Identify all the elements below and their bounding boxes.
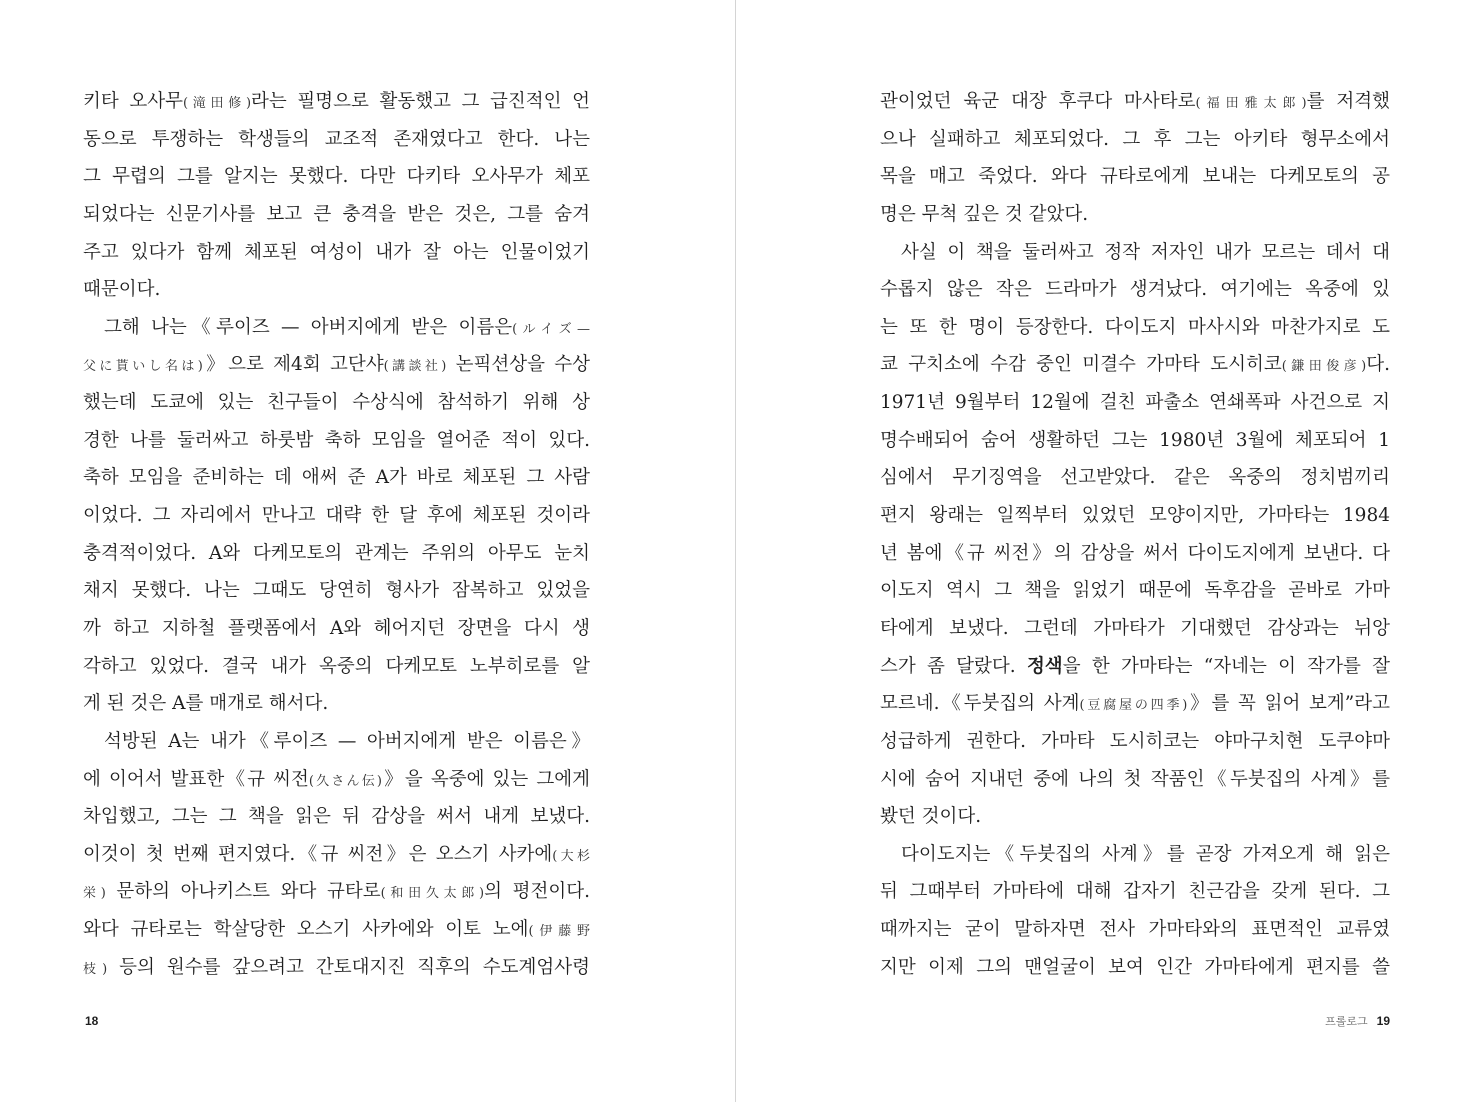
text-segment: 했는데 도쿄에 있는 친구들이 수상식에 참석하기 위해 상 [83,392,590,414]
annotation-text: 父に貰いし名は) [83,359,203,375]
annotation-text: (福田雅太郎) [1195,96,1307,111]
text-line [880,384,1390,422]
text-line [83,346,590,384]
text-segment: 차입했고, 그는 그 책을 읽은 뒤 감상을 써서 내게 보냈다. [83,806,590,828]
text-segment: 모르네.《두붓집의 사계 [880,693,1080,715]
text-segment: 를 저격했 [1306,91,1390,112]
text-segment: 뒤 그때부터 가마타에 대해 갑자기 친근감을 갖게 된다. 그 [880,881,1390,903]
annotation-text: (久さん伝) [308,773,383,789]
text-line [83,158,590,196]
page-number: 18 [85,1014,99,1028]
annotation-text: (和田久太郎) [380,886,485,902]
text-segment: 충격적이었다. A와 다케모토의 관계는 주위의 아무도 눈치 [83,542,590,564]
text-segment: 으나 실패하고 체포되었다. 그 후 그는 아키타 형무소에서 [880,128,1390,150]
text-segment: 까 하고 지하철 플랫폼에서 A와 헤어지던 장면을 다시 생 [83,617,590,639]
text-line [83,610,590,648]
text-line [880,610,1390,648]
text-segment: 타에게 보냈다. 그런데 가마타가 기대했던 감상과는 뉘앙 [880,617,1390,639]
text-segment: 성급하게 권한다. 가마타 도시히코는 야마구치현 도쿠야마 [880,730,1390,752]
text-segment: 》을 옥중에 있는 그에게 [382,768,590,790]
text-segment: 키타 오사무 [83,91,183,112]
paragraph [880,83,1390,234]
text-segment: 수롭지 않은 작은 드라마가 생겨났다. 여기에는 옥중에 있 [880,279,1390,301]
text-line [83,196,590,234]
text-line [83,422,590,460]
paragraph [880,234,1390,836]
text-line [83,648,590,686]
text-line [880,648,1390,686]
text-line [880,346,1390,384]
text-segment: 사실 이 책을 둘러싸고 정작 저자인 내가 모르는 데서 대 [901,241,1390,263]
text-line [83,497,590,535]
text-segment: 》으로 제4회 고단샤 [202,354,384,376]
text-segment: 》를 꼭 읽어 보게”라고 [1187,693,1390,715]
annotation-text: (ルイズ— [512,321,590,337]
text-segment: 심에서 무기징역을 선고받았다. 같은 옥중의 정치범끼리 [880,467,1390,489]
text-segment: 주고 있다가 함께 체포된 여성이 내가 잘 아는 인물이었기 [83,241,590,263]
text-segment: 의 평전이다. [484,881,590,903]
text-segment: 등의 원수를 갚으려고 간토대지진 직후의 수도계엄사령 [107,956,590,978]
annotation-text: (講談社) [383,359,447,375]
text-line [880,158,1390,196]
text-line [83,459,590,497]
text-line [83,121,590,159]
text-segment: 이도지 역시 그 책을 읽었기 때문에 독후감을 곧바로 가마 [880,580,1390,602]
text-line [880,422,1390,460]
text-line [83,384,590,422]
text-line [83,949,590,987]
text-line [83,723,590,761]
text-segment: 스가 좀 달랐다. [880,655,1027,677]
text-line [880,836,1390,874]
text-line [880,535,1390,573]
text-line [880,949,1390,987]
text-segment: 명은 무척 깊은 것 같았다. [880,203,1089,225]
text-segment: 경한 나를 둘러싸고 하룻밤 축하 모임을 열어준 적이 있다. [83,429,590,451]
left-page-footer [85,1012,98,1030]
text-segment: 쿄 구치소에 수감 중인 미결수 가마타 도시히코 [880,354,1282,376]
page-number: 19 [1376,1014,1390,1028]
text-line [880,873,1390,911]
text-line [83,572,590,610]
text-segment: 지만 이제 그의 맨얼굴이 보여 인간 가마타에게 편지를 쓸 [880,956,1390,978]
annotation-text: (鎌田俊彦) [1281,359,1367,375]
annotation-text: (滝田修) [182,96,252,111]
text-segment: 을 한 가마타는 “자네는 이 작가를 잘 [1062,655,1390,677]
text-line [83,911,590,949]
right-page-footer [1325,1012,1390,1031]
annotation-text: (大杉 [552,848,590,864]
text-line [880,459,1390,497]
text-line [880,309,1390,347]
text-segment: 때문이다. [83,279,161,301]
text-segment: 동으로 투쟁하는 학생들의 교조적 존재였다고 한다. 나는 [83,128,590,150]
text-line [880,497,1390,535]
text-segment: 다이도지는《두붓집의 사계》를 곧장 가져오게 해 읽은 [901,843,1390,865]
annotation-text: (豆腐屋の四季) [1079,698,1188,714]
text-line [880,685,1390,723]
annotation-text: 枝) [83,961,108,977]
emphasis-text: 정색 [1026,655,1063,677]
text-line [83,83,590,121]
text-segment: 게 된 것은 A를 매개로 해서다. [83,693,329,715]
text-segment: 1971년 9월부터 12월에 걸친 파출소 연쇄폭파 사건으로 지 [880,392,1390,414]
text-segment: 석방된 A는 내가《루이즈 — 아버지에게 받은 이름은》 [104,730,590,752]
text-line [880,196,1390,234]
text-line [880,723,1390,761]
left-page-text [83,83,590,986]
text-line [880,911,1390,949]
annotation-text: (伊藤野 [528,924,590,940]
right-page-text [880,83,1390,986]
text-line [83,535,590,573]
text-segment: 시에 숨어 지내던 중에 나의 첫 작품인《두붓집의 사계》를 [880,768,1390,790]
paragraph [83,309,590,723]
text-segment: 때까지는 굳이 말하자면 전사 가마타와의 표면적인 교류였 [880,919,1390,941]
text-line [880,83,1390,121]
text-segment: 문하의 아나키스트 와다 규타로 [105,881,381,903]
text-segment: 명수배되어 숨어 생활하던 그는 1980년 3월에 체포되어 1 [880,429,1390,451]
annotation-text: 栄) [83,886,106,902]
text-segment: 그해 나는《루이즈 — 아버지에게 받은 이름은 [104,316,513,338]
page-gutter-divider [735,0,736,1102]
text-line [83,873,590,911]
text-line [83,798,590,836]
text-segment: 그 무렵의 그를 알지는 못했다. 다만 다키타 오사무가 체포 [83,166,590,188]
text-segment: 라는 필명으로 활동했고 그 급진적인 언 [251,91,590,112]
running-head: 프롤로그 [1325,1016,1368,1028]
text-segment: 축하 모임을 준비하는 데 애써 준 A가 바로 체포된 그 사람 [83,467,590,489]
text-segment: 편지 왕래는 일찍부터 있었던 모양이지만, 가마타는 1984 [880,505,1390,527]
text-segment: 와다 규타로는 학살당한 오스기 사카에와 이토 노에 [83,919,529,941]
text-segment: 채지 못했다. 나는 그때도 당연히 형사가 잠복하고 있었을 [83,580,590,602]
text-segment: 이것이 첫 번째 편지였다.《규 씨전》은 오스기 사카에 [83,843,553,865]
paragraph [83,723,590,986]
text-segment: 는 또 한 명이 등장한다. 다이도지 마사시와 마찬가지로 도 [880,316,1390,338]
text-line [880,234,1390,272]
text-segment: 논픽션상을 수상 [446,354,590,376]
text-line [880,121,1390,159]
text-line [83,271,590,309]
text-line [880,761,1390,799]
paragraph [880,836,1390,987]
text-segment: 관이었던 육군 대장 후쿠다 마사타로 [880,91,1196,112]
text-segment: 년 봄에《규 씨전》의 감상을 써서 다이도지에게 보낸다. 다 [880,542,1390,564]
text-line [83,309,590,347]
text-segment: 되었다는 신문기사를 보고 큰 충격을 받은 것은, 그를 숨겨 [83,203,590,225]
text-line [83,685,590,723]
text-line [83,836,590,874]
text-line [83,761,590,799]
text-segment: 다. [1366,354,1390,376]
text-line [880,271,1390,309]
text-segment: 이었다. 그 자리에서 만나고 대략 한 달 후에 체포된 것이라 [83,505,590,527]
text-line [83,234,590,272]
text-segment: 목을 매고 죽었다. 와다 규타로에게 보내는 다케모토의 공 [880,166,1390,188]
text-line [880,798,1390,836]
text-segment: 에 이어서 발표한《규 씨전 [83,768,309,790]
paragraph [83,83,590,309]
text-segment: 각하고 있었다. 결국 내가 옥중의 다케모토 노부히로를 알 [83,655,590,677]
text-segment: 봤던 것이다. [880,806,982,828]
text-line [880,572,1390,610]
